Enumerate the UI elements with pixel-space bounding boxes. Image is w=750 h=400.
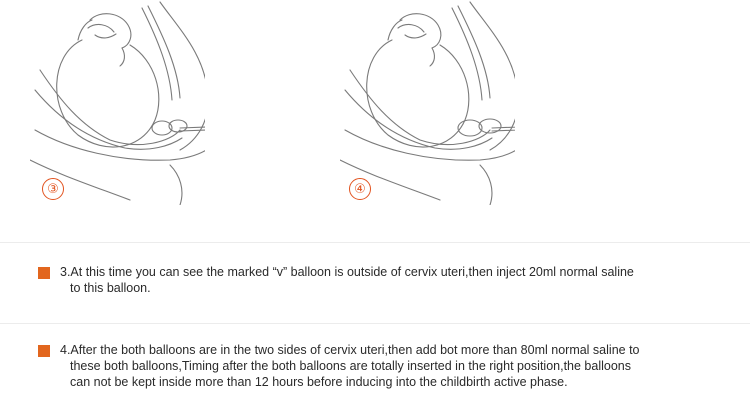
- step-4-line-2: these both balloons,Timing after the both balloons are totally inserted in the right position,the balloons: [70, 359, 631, 373]
- step-3-marker: ③: [42, 178, 64, 200]
- childbirth-diagram-3: [30, 0, 205, 205]
- illustration-step-3: [30, 0, 205, 205]
- step-4-marker: ④: [349, 178, 371, 200]
- divider: [0, 323, 750, 324]
- step-3-line-2: to this balloon.: [70, 281, 151, 295]
- divider: [0, 242, 750, 243]
- square-bullet-icon: [38, 345, 50, 357]
- step-4-line-3: can not be kept inside more than 12 hours before inducing into the childbirth active phase.: [70, 375, 568, 389]
- childbirth-diagram-4: [340, 0, 515, 205]
- step-3-instruction: [38, 264, 728, 296]
- illustration-step-4: [340, 0, 515, 205]
- step-3-line-1: 3.At this time you can see the marked “v” balloon is outside of cervix uteri,then inject 20ml normal saline: [60, 265, 634, 279]
- step-4-instruction: [38, 342, 728, 390]
- square-bullet-icon: [38, 267, 50, 279]
- step-4-line-1: 4.After the both balloons are in the two sides of cervix uteri,then add bot more than 80ml normal saline to: [60, 343, 640, 357]
